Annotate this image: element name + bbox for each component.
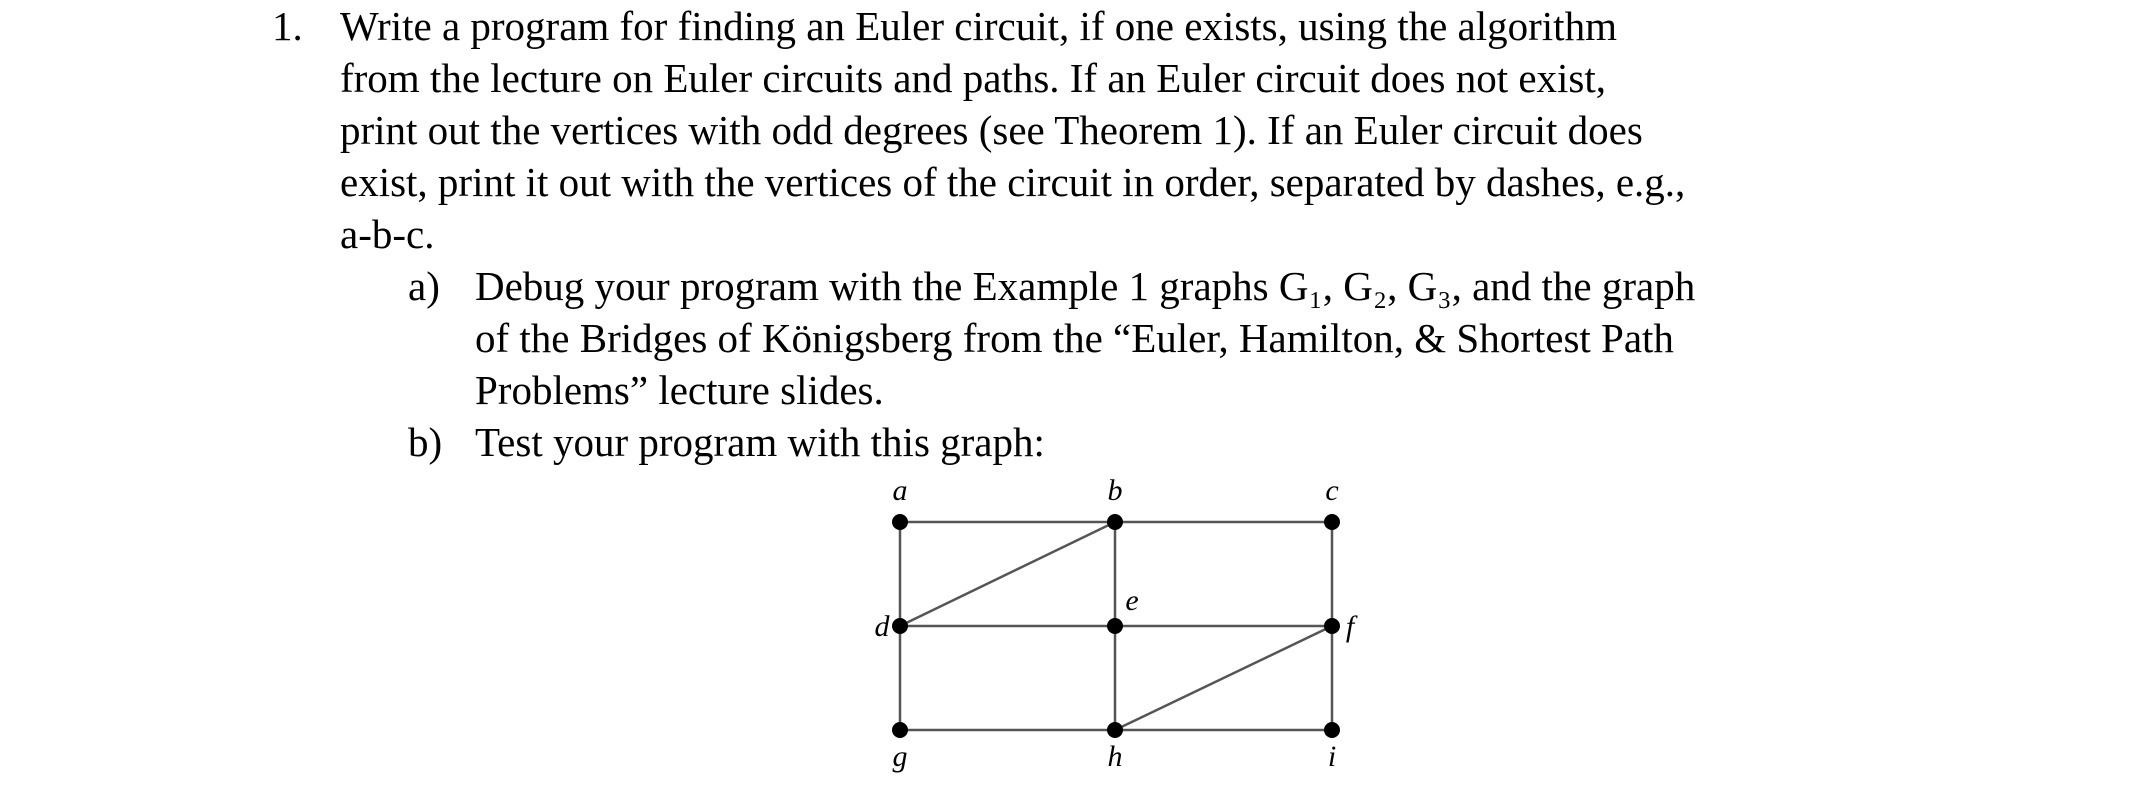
vertex-a: [892, 514, 908, 530]
vertex-i: [1324, 722, 1340, 738]
subitem-a-line-1: Debug your program with the Example 1 graphs G₁, G₂, G₃, and the graph: [475, 263, 1696, 309]
vertex-label-d: d: [874, 610, 890, 643]
vertex-g: [892, 722, 908, 738]
vertex-h: [1107, 722, 1123, 738]
vertex-label-c: c: [1325, 474, 1339, 507]
item1-line-4: exist, print it out with the vertices of the circuit in order, separated by dashes, e.g.,: [340, 159, 1686, 205]
subitem-a-line-2: of the Bridges of Königsberg from the “Euler, Hamilton, & Shortest Path: [475, 315, 1674, 361]
subitem-a-marker: a): [408, 263, 440, 309]
vertex-label-f: f: [1345, 610, 1355, 643]
subitem-b-line-1: Test your program with this graph:: [475, 419, 1045, 465]
subitem-a-line-3: Problems” lecture slides.: [475, 367, 884, 413]
item1-line-3: print out the vertices with odd degrees (see Theorem 1). If an Euler circuit does: [340, 107, 1643, 153]
item1-line-5: a-b-c.: [340, 211, 435, 257]
item1-line-1: Write a program for finding an Euler circuit, if one exists, using the algorithm: [340, 3, 1617, 49]
vertex-f: [1324, 618, 1340, 634]
edge-h-f: [1115, 626, 1332, 730]
vertex-label-a: a: [892, 474, 908, 507]
vertex-d: [892, 618, 908, 634]
vertex-label-g: g: [892, 740, 908, 773]
vertex-b: [1107, 514, 1123, 530]
vertex-e: [1107, 618, 1123, 634]
subitem-b-marker: b): [408, 419, 443, 465]
vertex-label-h: h: [1107, 740, 1123, 773]
vertex-label-i: i: [1327, 740, 1337, 773]
item1-line-2: from the lecture on Euler circuits and paths. If an Euler circuit does not exist,: [340, 55, 1607, 101]
vertex-label-b: b: [1107, 474, 1123, 507]
euler-graph: [840, 470, 1400, 780]
edge-d-b: [900, 522, 1115, 626]
item-number: 1.: [272, 3, 303, 49]
vertex-c: [1324, 514, 1340, 530]
vertex-label-e: e: [1125, 584, 1139, 617]
